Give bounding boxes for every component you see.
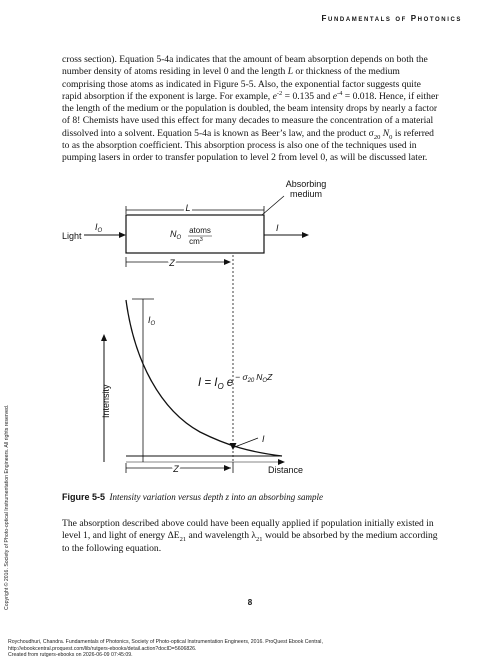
number-density-label: $N_O$ bbox=[170, 229, 182, 241]
beer-law-equation: $I = I_O$ e $^{- \sigma}$20 NOZ bbox=[198, 372, 273, 391]
curve-intensity-label: I bbox=[262, 434, 265, 444]
side-copyright: Copyright © 2016. Society of Photo-optical Instrumentation Engineers. All rights reserved. bbox=[4, 404, 10, 610]
transmitted-intensity-label: I bbox=[276, 223, 279, 233]
incident-intensity-label: $I_O$ bbox=[95, 222, 103, 234]
running-header: Fundamentals of Photonics bbox=[321, 14, 462, 23]
page-number: 8 bbox=[247, 598, 253, 607]
absorbing-label-1: Absorbing bbox=[285, 179, 327, 189]
z-bottom-label: Z bbox=[173, 464, 179, 474]
light-label: Light bbox=[62, 231, 82, 241]
citation-footer: Roychoudhuri, Chandra. Fundamentals of Photonics, Society of Photo-optical Instrumentation Engineers, 2016. ProQuest Ebook Central, http://ebookcentral.proquest.com/lib/rutgers-ebooks/detail.action?docID=5606826. Created from rutgers-ebooks on 2026-06-09 07:45:09. bbox=[8, 639, 323, 659]
medium-leader-line bbox=[262, 196, 284, 215]
distance-label: Distance bbox=[268, 465, 304, 475]
atoms-label: atoms bbox=[189, 226, 211, 235]
intensity-label: Intensity bbox=[101, 384, 111, 418]
body-paragraph-1: cross section). Equation 5-4a indicates that the amount of beam absorption depends on both the number density of atoms residing in level 0 and the length L or thickness of the medium comprising those atoms as indicated in Figure 5-5. Also, the exponential factor suggests quite rapid absorption if the exponent is large. For example, $e^{-2} = 0.135$ and $e^{-4} = 0.018$. Hence, if either the length of the medium or the population is doubled, the beam intensity drops by nearly a factor of 8! Chemists have used this effect for many decades to measure the concentration of a material dissolved into a solvent. Equation 5-4a is known as Beer’s law, and the product $\sigma_{20}$ $N_0$ is referred to as the absorption coefficient. This absorption process is also one of the techniques used in pumping lasers in order to transfer population to level 2 from level 0, as will be discussed later. bbox=[62, 54, 439, 164]
io-curve-label: $I_O$ bbox=[148, 315, 156, 327]
body-paragraph-2: The absorption described above could have been equally applied if population initially existed in level 1, and light of energy $\Delta E_{21}$ and wavelength $\lambda_{21}$ would be absorbed by the medium according to the following equation. bbox=[62, 518, 438, 554]
z-top-label: Z bbox=[169, 258, 175, 268]
ebook-link[interactable]: http://ebookcentral.proquest.com/lib/rutgers-ebooks/detail.action?docID=5606826. bbox=[8, 645, 197, 652]
cm3-label: $cm^3$ bbox=[189, 237, 203, 246]
figure-caption: Figure 5-5 Intensity variation versus depth z into an absorbing sample bbox=[62, 492, 324, 502]
absorbing-label-2: medium bbox=[289, 189, 323, 199]
length-label: L bbox=[185, 203, 191, 213]
